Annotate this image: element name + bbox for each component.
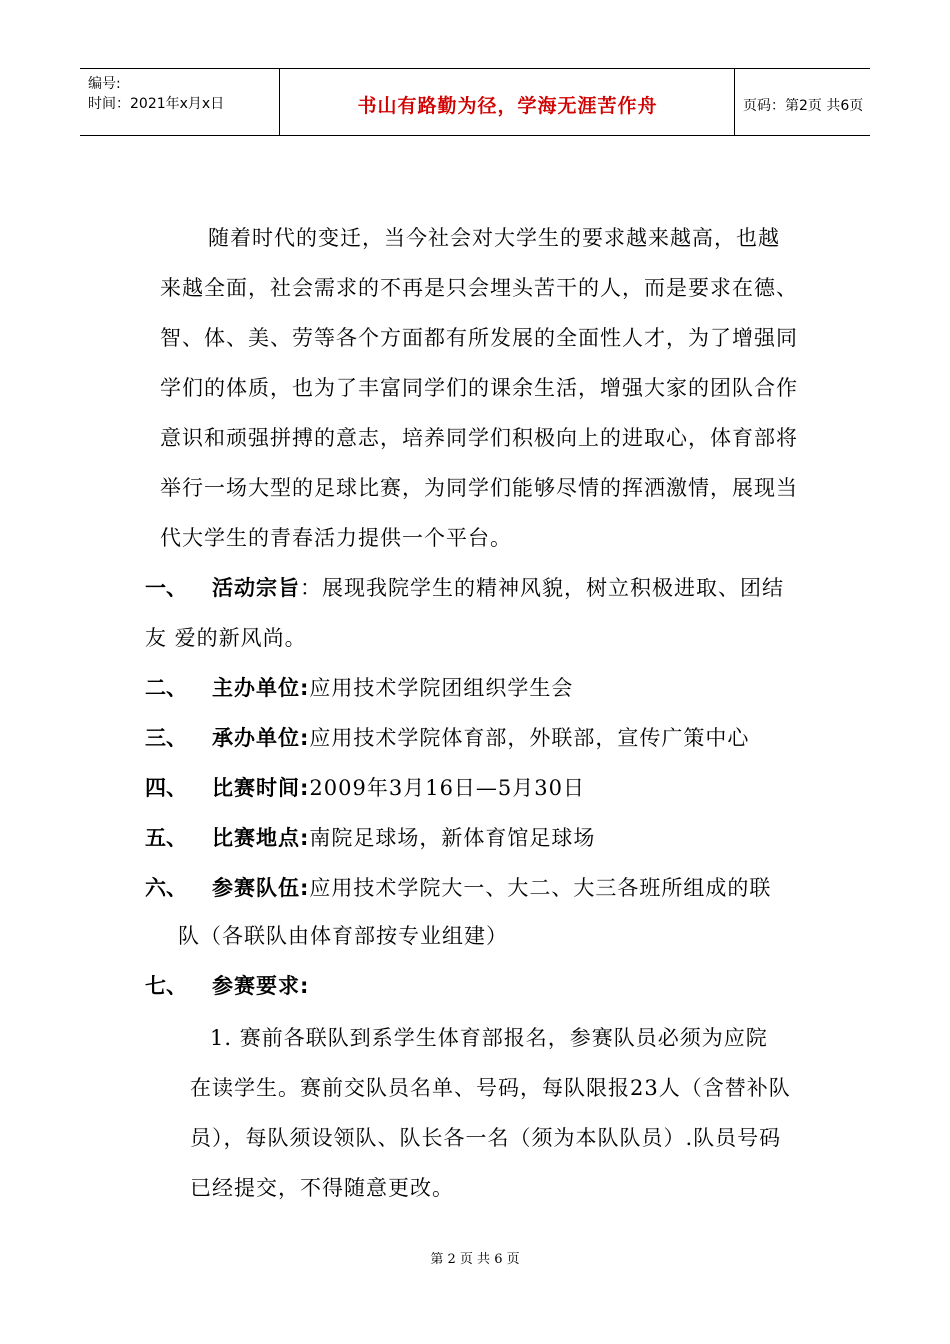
section-label: 活动宗旨 bbox=[212, 576, 300, 600]
intro-line: 代大学生的青春活力提供一个平台。 bbox=[160, 526, 512, 550]
requirement-line: 已经提交，不得随意更改。 bbox=[190, 1176, 454, 1200]
intro-line: 随着时代的变迁，当今社会对大学生的要求越来越高，也越 bbox=[208, 226, 780, 250]
section-line bbox=[212, 772, 585, 802]
page-footer: 第 2 页 共 6 页 bbox=[430, 1252, 520, 1267]
section-colon: : bbox=[300, 826, 310, 850]
section-number: 一、 bbox=[145, 576, 187, 600]
header-page-cell bbox=[735, 69, 870, 135]
section-label: 比赛地点 bbox=[212, 826, 300, 850]
section-line bbox=[212, 822, 595, 852]
section-text: 应用技术学院体育部，外联部，宣传广策中心 bbox=[309, 726, 750, 750]
section-line bbox=[212, 672, 573, 702]
document-number-label: 编号: bbox=[88, 76, 121, 92]
intro-line: 智、体、美、劳等各个方面都有所发展的全面性人才，为了增强同 bbox=[160, 326, 798, 350]
section-continuation: 队（各联队由体育部按专业组建） bbox=[178, 924, 508, 948]
header-table bbox=[80, 68, 870, 136]
section-label: 主办单位 bbox=[212, 676, 300, 700]
section-number: 二、 bbox=[145, 676, 187, 700]
section-text: 2009年3月16日—5月30日 bbox=[309, 776, 586, 800]
section-colon: : bbox=[300, 776, 310, 800]
section-colon: : bbox=[300, 676, 310, 700]
intro-line: 举行一场大型的足球比赛，为同学们能够尽情的挥洒激情，展现当 bbox=[160, 476, 798, 500]
intro-line: 学们的体质，也为了丰富同学们的课余生活，增强大家的团队合作 bbox=[160, 376, 798, 400]
section-number: 四、 bbox=[145, 776, 187, 800]
section-label: 承办单位 bbox=[212, 726, 300, 750]
section-line bbox=[212, 722, 749, 752]
section-colon: : bbox=[300, 974, 310, 998]
requirement-line: 员），每队须设领队、队长各一名（须为本队队员）.队员号码 bbox=[190, 1126, 782, 1150]
section-line bbox=[212, 872, 771, 902]
requirement-line: 在读学生。赛前交队员名单、号码，每队限报23人（含替补队 bbox=[190, 1076, 791, 1100]
section-label: 参赛队伍 bbox=[212, 876, 300, 900]
intro-line: 来越全面，社会需求的不再是只会埋头苦干的人，而是要求在德、 bbox=[160, 276, 798, 300]
section-colon: : bbox=[300, 876, 310, 900]
section-label: 比赛时间 bbox=[212, 776, 300, 800]
section-number: 五、 bbox=[145, 826, 187, 850]
section-line bbox=[212, 970, 309, 1000]
section-text: 应用技术学院团组织学生会 bbox=[309, 676, 574, 700]
header-info-cell bbox=[80, 69, 280, 135]
section-continuation: 友 爱的新风尚。 bbox=[145, 626, 307, 650]
header-page-code: 页码：第2页 共6页 bbox=[743, 98, 864, 114]
requirement-line: 1. 赛前各联队到系学生体育部报名，参赛队员必须为应院 bbox=[210, 1026, 768, 1050]
section-colon: ： bbox=[300, 576, 322, 600]
section-line bbox=[212, 572, 784, 602]
intro-line: 意识和顽强拼搏的意志，培养同学们积极向上的进取心，体育部将 bbox=[160, 426, 798, 450]
section-text: 展现我院学生的精神风貌，树立积极进取、团结 bbox=[322, 576, 784, 600]
section-text: 南院足球场，新体育馆足球场 bbox=[309, 826, 596, 850]
section-label: 参赛要求 bbox=[212, 974, 300, 998]
section-number: 三、 bbox=[145, 726, 187, 750]
header-motto: 书山有路勤为径，学海无涯苦作舟 bbox=[357, 95, 658, 117]
header-motto-cell bbox=[280, 69, 735, 135]
section-number: 六、 bbox=[145, 876, 187, 900]
document-date-label: 时间：2021年x月x日 bbox=[88, 96, 225, 112]
section-number: 七、 bbox=[145, 974, 187, 998]
section-colon: : bbox=[300, 726, 310, 750]
section-text: 应用技术学院大一、大二、大三各班所组成的联 bbox=[309, 876, 772, 900]
